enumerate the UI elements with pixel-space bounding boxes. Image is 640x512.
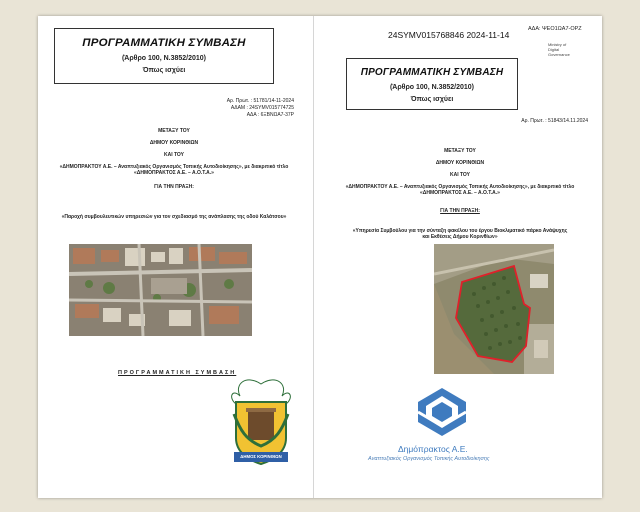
right-title-box [346,58,518,110]
left-adam: ΑΔΑΜ : 24SYMV015774725 [230,105,294,111]
left-party2-line1: «ΔΗΜΟΠΡΑΚΤΟΥ Α.Ε. – Αναπτυξιακός Οργανισμός Τοπικής Αυτοδιοίκησης», με διακριτικό τίτλο [59,164,289,170]
left-subtitle: (Άρθρο 100, Ν.3852/2010) [121,55,207,62]
org-tagline: Αναπτυξιακός Οργανισμός Τοπικής Αυτοδιοίκησης [368,456,490,462]
right-header-code: 24SYMV015768846 2024-11-14 [388,30,510,40]
page-divider [313,16,314,498]
corinth-seal-logo [226,374,296,470]
right-action-line1: «Υπηρεσία Συμβούλου για την σύνταξη φακέλου του έργου Βιοκλιματικό πάρκο Ανάψυχης [352,228,568,234]
left-page [38,16,310,498]
right-prot: Αρ. Πρωτ. : 51843/14.11.2024 [521,118,588,124]
left-and: ΚΑΙ ΤΟΥ [163,152,185,158]
right-party1: ΔΗΜΟΥ ΚΟΡΙΝΘΙΩΝ [435,160,485,166]
left-title: ΠΡΟΓΡΑΜΜΑΤΙΚΗ ΣΥΜΒΑΣΗ [82,37,246,49]
right-party2-line1: «ΔΗΜΟΠΡΑΚΤΟΥ Α.Ε. – Αναπτυξιακός Οργανισμός Τοπικής Αυτοδιοίκησης», με διακριτικό τίτλο [345,184,575,190]
right-page [318,16,602,498]
seal-caption: ΔΗΜΟΣ ΚΟΡΙΝΘΙΩΝ [240,454,282,459]
left-ada: ΑΔΑ : 6ΞΒΝΩΑ7-37Ρ [246,112,294,118]
left-party1: ΔΗΜΟΥ ΚΟΡΙΝΘΙΩΝ [149,140,199,146]
left-title-box [54,28,274,84]
left-valid: Όπως ισχύει [142,67,186,74]
gov-logo [548,42,570,57]
left-action-label: ΓΙΑ ΤΗΝ ΠΡΑΞΗ: [154,184,194,190]
left-meta [227,98,294,119]
gov-logo-line-2: Digital [548,47,560,52]
left-footer-label: ΠΡΟΓΡΑΜΜΑΤΙΚΗ ΣΥΜΒΑΣΗ [118,370,237,376]
left-party2-line2: «ΔΗΜΟΠΡΑΚΤΟΣ Α.Ε. – Α.Ο.Τ.Α.» [134,170,214,176]
right-header-ada: ΑΔΑ: ΨΕΟ1ΩΑ7-ΟΡΖ [528,26,582,32]
dimopraktos-logo-icon [414,386,470,438]
right-valid: Όπως ισχύει [410,96,454,103]
right-party2-line2: «ΔΗΜΟΠΡΑΚΤΟΣ Α.Ε. – Α.Ο.Τ.Α.» [420,190,500,196]
right-subtitle: (Άρθρο 100, Ν.3852/2010) [389,84,475,91]
right-title: ΠΡΟΓΡΑΜΜΑΤΙΚΗ ΣΥΜΒΑΣΗ [360,67,504,78]
right-action-label: ΓΙΑ ΤΗΝ ΠΡΑΞΗ: [440,208,480,214]
document-spread [38,16,602,498]
gov-logo-line-1: Ministry of [548,42,567,47]
org-name: Δημόπρακτος Α.Ε. [398,444,468,454]
right-and: ΚΑΙ ΤΟΥ [449,172,471,178]
right-action-line2: και Εκθέσεις Δήμου Κορινθίων» [422,234,498,240]
left-action: «Παροχή συμβουλευτικών υπηρεσιών για τον σχεδιασμό της ανάπλασης της οδού Καλάτσου» [61,214,287,220]
right-aerial-photo [434,244,554,374]
left-between: ΜΕΤΑΞΥ ΤΟΥ [158,128,190,134]
left-prot: Αρ. Πρωτ. : 51781/14-11-2024 [226,98,294,104]
gov-logo-line-3: Governance [548,52,570,57]
right-between: ΜΕΤΑΞΥ ΤΟΥ [444,148,476,154]
left-aerial-photo [69,244,252,336]
